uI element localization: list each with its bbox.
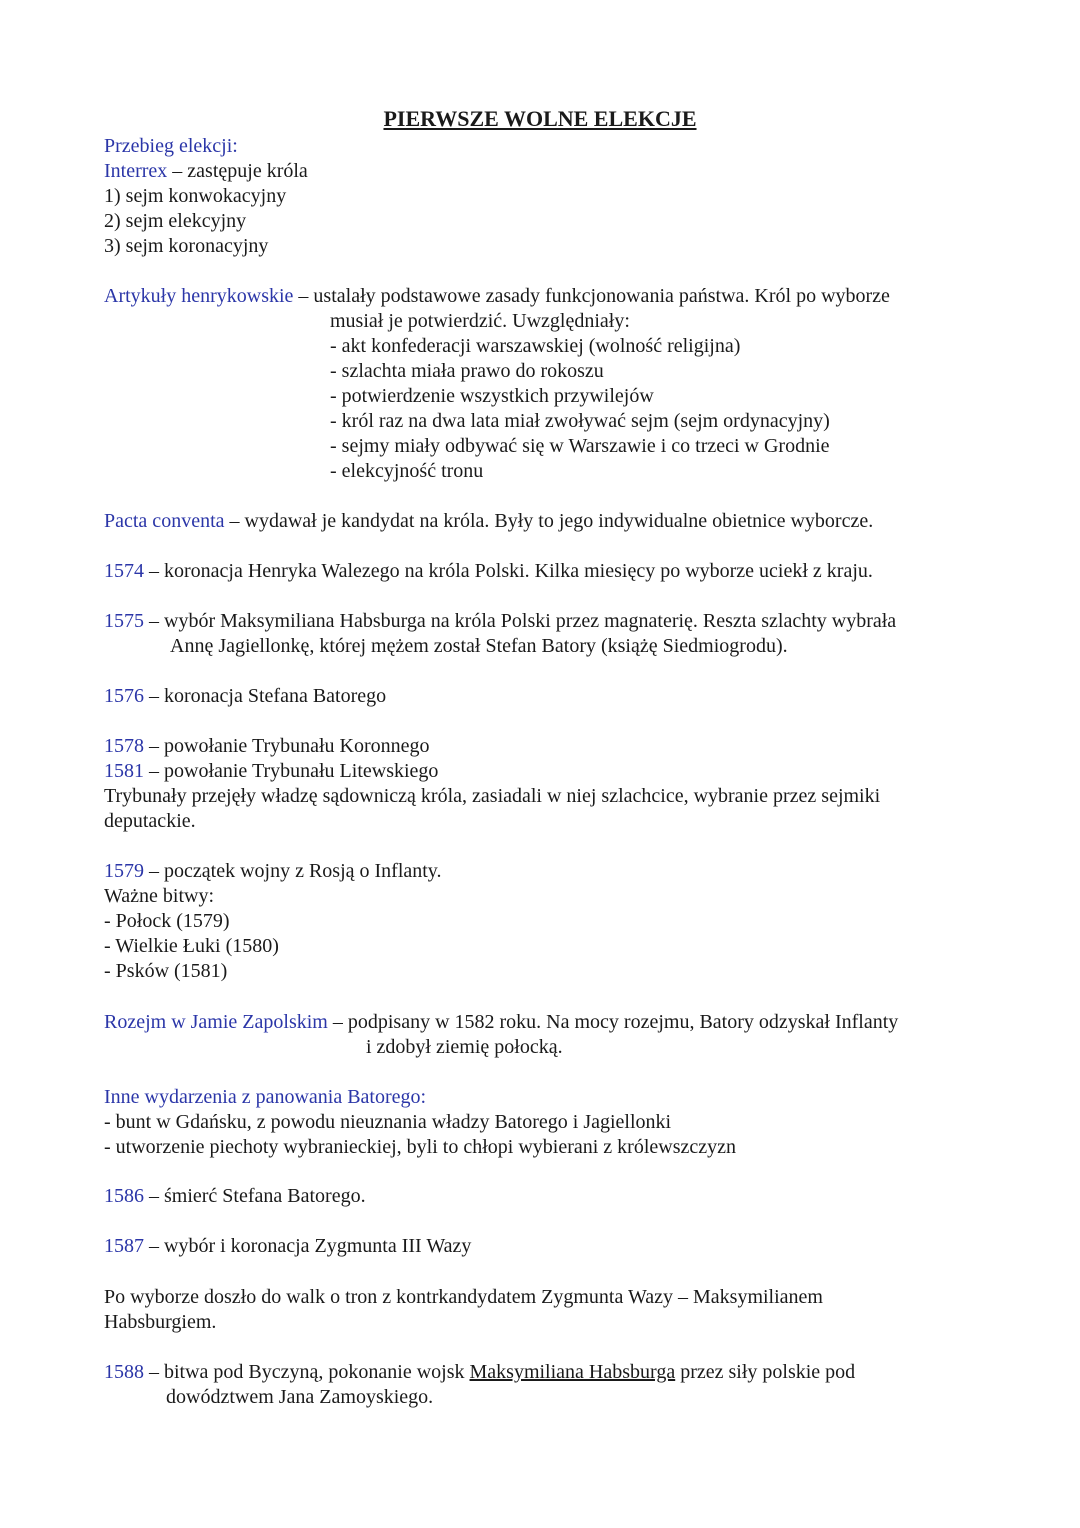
pacta-line (104, 509, 984, 534)
artykuly-text: – ustalały podstawowe zasady funkcjonowania państwa. Król po wyborze (293, 285, 890, 307)
wojna-section (104, 859, 984, 984)
event-text-continued: Annę Jagiellonkę, której mężem został Stefan Batory (książę Siedmiogrodu). (170, 635, 788, 657)
rozejm-section (104, 1010, 984, 1060)
trybunaly-text-continued: deputackie. (104, 810, 196, 832)
list-item: - bunt w Gdańsku, z powodu nieuznania władzy Batorego i Jagiellonki (104, 1111, 672, 1133)
year-1574: 1574 (104, 560, 144, 582)
event-text: – powołanie Trybunału Litewskiego (144, 760, 439, 782)
year-1578: 1578 (104, 735, 144, 757)
trybunaly-section (104, 734, 984, 834)
list-item: 2) sejm elekcyjny (104, 210, 247, 232)
list-item: - szlachta miała prawo do rokoszu (330, 360, 604, 382)
year-1576: 1576 (104, 685, 144, 707)
interrex-term: Interrex (104, 160, 168, 182)
artykuly-section (104, 284, 984, 484)
year-1581: 1581 (104, 760, 144, 782)
przebieg-section (104, 134, 984, 259)
year-1575: 1575 (104, 610, 144, 632)
trybunaly-text: Trybunały przejęły władzę sądowniczą króla, zasiadali w niej szlachcice, wybranie przez sejmiki (104, 785, 881, 807)
rozejm-term: Rozejm w Jamie Zapolskim (104, 1011, 328, 1033)
event-1586 (104, 1184, 984, 1209)
przebieg-heading: Przebieg elekcji: (104, 135, 238, 157)
po-wyborze-text: Po wyborze doszło do walk o tron z kontrkandydatem Zygmunta Wazy – Maksymilianem (104, 1286, 823, 1308)
list-item: - Połock (1579) (104, 910, 230, 932)
list-item: - król raz na dwa lata miał zwoływać sejm (sejm ordynacyjny) (330, 410, 830, 432)
page-title: PIERWSZE WOLNE ELEKCJE (383, 106, 697, 131)
event-text: – koronacja Stefana Batorego (144, 685, 387, 707)
event-text: przez siły polskie pod (675, 1361, 856, 1383)
po-wyborze-text-continued: Habsburgiem. (104, 1311, 217, 1333)
artykuly-term: Artykuły henrykowskie (104, 285, 294, 307)
underlined-name: Maksymiliana Habsburga (469, 1361, 676, 1383)
event-1575 (104, 609, 984, 659)
interrex-text: – zastępuje króla (167, 160, 308, 182)
pacta-text: – wydawał je kandydat na króla. Były to jego indywidualne obietnice wyborcze. (224, 510, 874, 532)
list-item: - sejmy miały odbywać się w Warszawie i co trzeci w Grodnie (330, 435, 830, 457)
list-item: - utworzenie piechoty wybranieckiej, byli to chłopi wybierani z królewszczyzn (104, 1136, 736, 1158)
event-text: – śmierć Stefana Batorego. (144, 1185, 366, 1207)
year-1579: 1579 (104, 860, 144, 882)
event-text: – powołanie Trybunału Koronnego (144, 735, 430, 757)
event-text: – początek wojny z Rosją o Inflanty. (144, 860, 442, 882)
list-item: - Wielkie Łuki (1580) (104, 935, 279, 957)
list-item: - akt konfederacji warszawskiej (wolność religijna) (330, 335, 741, 357)
event-text: – bitwa pod Byczyną, pokonanie wojsk (144, 1361, 470, 1383)
event-text: – wybór Maksymiliana Habsburga na króla Polski przez magnaterię. Reszta szlachty wybrała (144, 610, 897, 632)
pacta-term: Pacta conventa (104, 510, 225, 532)
event-1588 (104, 1360, 984, 1410)
bitwy-heading: Ważne bitwy: (104, 885, 215, 907)
year-1588: 1588 (104, 1361, 144, 1383)
rozejm-text-continued: i zdobył ziemię połocką. (366, 1036, 563, 1058)
list-item: - Psków (1581) (104, 960, 228, 982)
interrex-line (104, 159, 984, 184)
year-1587: 1587 (104, 1235, 144, 1257)
event-1574 (104, 559, 984, 584)
event-text: – koronacja Henryka Walezego na króla Polski. Kilka miesięcy po wyborze uciekł z kraju. (144, 560, 873, 582)
artykuly-line: musiał je potwierdzić. Uwzględniały: (330, 310, 630, 332)
event-text-continued: dowództwem Jana Zamoyskiego. (166, 1386, 434, 1408)
artykuly-first-line (104, 284, 984, 309)
year-1586: 1586 (104, 1185, 144, 1207)
list-item: 1) sejm konwokacyjny (104, 185, 287, 207)
list-item: - elekcyjność tronu (330, 460, 484, 482)
inne-section (104, 1085, 984, 1160)
po-wyborze-section (104, 1285, 984, 1335)
event-1576 (104, 684, 984, 709)
event-text: – wybór i koronacja Zygmunta III Wazy (144, 1235, 472, 1257)
list-item: 3) sejm koronacyjny (104, 235, 269, 257)
rozejm-text: – podpisany w 1582 roku. Na mocy rozejmu, Batory odzyskał Inflanty (327, 1011, 899, 1033)
inne-heading: Inne wydarzenia z panowania Batorego: (104, 1086, 427, 1108)
event-1587 (104, 1234, 984, 1259)
list-item: - potwierdzenie wszystkich przywilejów (330, 385, 654, 407)
